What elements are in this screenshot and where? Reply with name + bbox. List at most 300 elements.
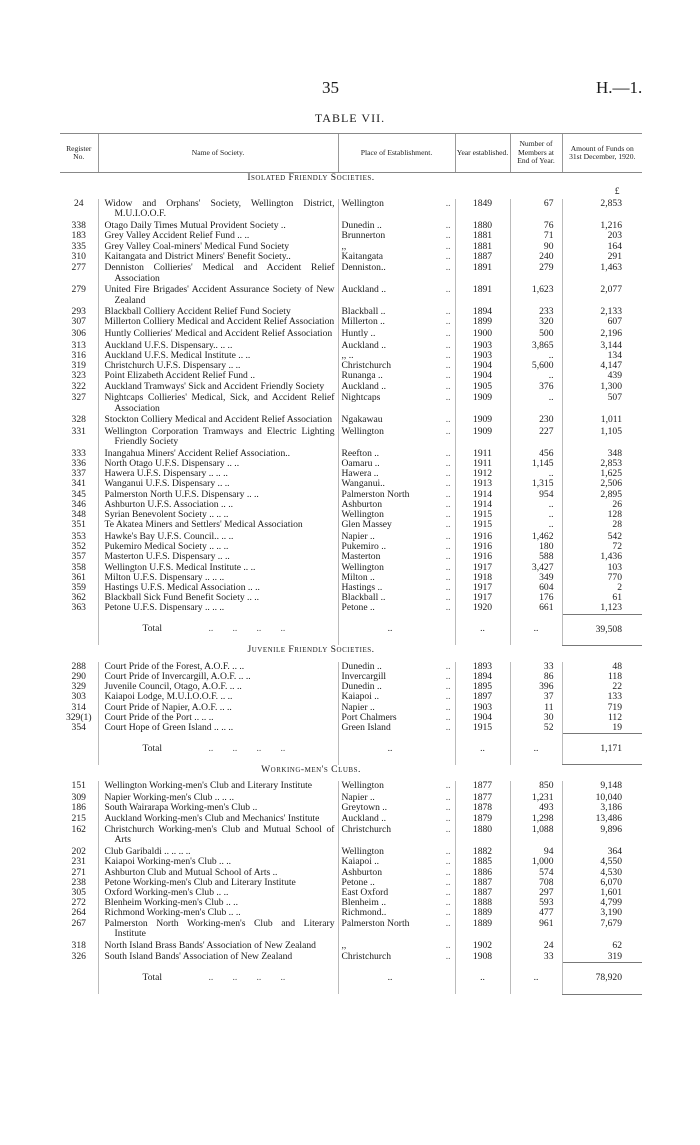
total-funds: 78,920 bbox=[562, 963, 642, 994]
register-no: 327 bbox=[71, 392, 86, 404]
year-established: 1909 bbox=[455, 427, 510, 449]
register-no: 272 bbox=[71, 897, 86, 909]
year-established: 1885 bbox=[455, 857, 510, 867]
members-count: 574 bbox=[510, 868, 562, 878]
section-heading-row bbox=[60, 173, 642, 200]
members-count: 1,623 bbox=[510, 285, 562, 307]
members-count: 850 bbox=[510, 781, 562, 793]
funds-amount: 3,144 bbox=[562, 341, 642, 351]
place-of-establishment: Blackball .. .. bbox=[338, 307, 455, 317]
members-count: 176 bbox=[510, 593, 562, 603]
table-row bbox=[60, 825, 642, 847]
society-name-text: Blackball Colliery Accident Relief Fund Society bbox=[104, 306, 291, 318]
register-no: 353 bbox=[71, 531, 86, 542]
members-count: 604 bbox=[510, 583, 562, 593]
society-name-text: Hawke's Bay U.F.S. Council.. .. .. bbox=[104, 531, 234, 542]
year-established: 1894 bbox=[455, 307, 510, 317]
register-no: 362 bbox=[71, 592, 86, 604]
society-name bbox=[98, 263, 338, 285]
register-no: 202 bbox=[71, 846, 86, 858]
society-name-text: Court Pride of the Forest, A.O.F. .. .. bbox=[104, 660, 245, 672]
place-of-establishment: East Oxford .. bbox=[338, 888, 455, 898]
document-reference: H.—1. bbox=[596, 78, 643, 97]
year-established: 1888 bbox=[455, 898, 510, 908]
funds-amount: 2,853 bbox=[562, 199, 642, 221]
funds-amount: 134 bbox=[562, 351, 642, 361]
funds-amount: 2,506 bbox=[562, 479, 642, 489]
register-no: 352 bbox=[71, 541, 86, 553]
place-of-establishment: Palmerston North .. bbox=[338, 490, 455, 500]
members-count: 588 bbox=[510, 552, 562, 562]
place-of-establishment: Reefton .. .. bbox=[338, 449, 455, 459]
society-name-text: Wellington Working-men's Club and Literary Institute bbox=[104, 780, 313, 792]
society-name-text: Blenheim Working-men's Club .. .. bbox=[104, 897, 238, 909]
place-of-establishment: Milton .. .. bbox=[338, 573, 455, 583]
place-of-establishment: Blackball .. .. bbox=[338, 593, 455, 603]
society-name bbox=[98, 231, 338, 241]
register-no: 305 bbox=[71, 886, 86, 898]
place-of-establishment: Dunedin .. .. bbox=[338, 221, 455, 231]
members-count: 1,231 bbox=[510, 793, 562, 803]
register-no: 329 bbox=[71, 681, 86, 693]
table-row bbox=[60, 603, 642, 614]
year-established: 1903 bbox=[455, 351, 510, 361]
funds-amount: 1,216 bbox=[562, 221, 642, 231]
register-no: 354 bbox=[71, 722, 86, 734]
register-no: 288 bbox=[71, 660, 86, 672]
place-of-establishment: Auckland .. .. bbox=[338, 814, 455, 826]
register-no: 215 bbox=[71, 812, 86, 824]
society-name-text: South Island Bands' Association of New Zealand bbox=[104, 951, 293, 963]
society-name-text: Court Pride of the Port .. .. .. bbox=[104, 711, 214, 723]
year-established: 1903 bbox=[455, 341, 510, 351]
register-no: 307 bbox=[71, 316, 86, 328]
section-heading: Isolated Friendly Societies. bbox=[247, 172, 375, 183]
total-place: .. bbox=[338, 963, 455, 994]
society-name-text: Millerton Colliery Medical and Accident Relief Association bbox=[104, 316, 335, 328]
members-count: .. bbox=[510, 510, 562, 520]
year-established: 1849 bbox=[455, 199, 510, 221]
funds-amount: 3,186 bbox=[562, 803, 642, 813]
members-count: 396 bbox=[510, 682, 562, 692]
society-name-text: Stockton Colliery Medical and Accident Relief Association bbox=[104, 414, 333, 426]
header-name: Name of Society. bbox=[98, 134, 338, 173]
table-row bbox=[60, 393, 642, 415]
society-name-text: Wellington Corporation Tramways and Electric Lighting Friendly Society bbox=[104, 425, 335, 448]
society-name-text: Napier Working-men's Club .. .. .. bbox=[104, 792, 234, 804]
funds-amount: 2,133 bbox=[562, 307, 642, 317]
society-name bbox=[98, 825, 338, 847]
members-count: 52 bbox=[510, 723, 562, 734]
year-established: 1879 bbox=[455, 814, 510, 826]
society-name-text: Richmond Working-men's Club .. .. bbox=[104, 907, 241, 919]
society-name-text: Petone U.F.S. Dispensary .. .. .. bbox=[104, 602, 225, 614]
members-count: 180 bbox=[510, 542, 562, 552]
society-name-text: Kaiapoi Working-men's Club .. .. bbox=[104, 856, 232, 868]
society-name-text: Palmerston North Working-men's Club and Literary Institute bbox=[104, 917, 335, 939]
society-name-text: Syrian Benevolent Society .. .. .. bbox=[104, 509, 229, 521]
society-name bbox=[98, 427, 338, 449]
place-of-establishment: ,, .. bbox=[338, 242, 455, 252]
place-of-establishment: Masterton .. bbox=[338, 552, 455, 562]
place-of-establishment: Huntly .. .. bbox=[338, 329, 455, 341]
members-count: 5,600 bbox=[510, 361, 562, 371]
register-no: 24 bbox=[73, 198, 84, 210]
currency-symbol bbox=[562, 765, 642, 782]
total-year: .. bbox=[455, 614, 510, 645]
register-no: 346 bbox=[71, 498, 86, 510]
total-members: .. bbox=[510, 614, 562, 645]
funds-amount: 507 bbox=[562, 393, 642, 415]
place-of-establishment: Oamaru .. .. bbox=[338, 459, 455, 469]
society-name-text: Auckland Tramways' Sick and Accident Friendly Society bbox=[104, 380, 325, 392]
funds-amount: 128 bbox=[562, 510, 642, 520]
society-name-text: Palmerston North U.F.S. Dispensary .. .. bbox=[104, 488, 259, 500]
register-no: 314 bbox=[71, 701, 86, 713]
register-no: 310 bbox=[71, 250, 86, 262]
society-name-text: Court Pride of Napier, A.O.F. .. .. bbox=[104, 701, 232, 713]
currency-symbol bbox=[562, 645, 642, 662]
place-of-establishment: Wellington .. bbox=[338, 510, 455, 520]
total-members: .. bbox=[510, 734, 562, 765]
year-established: 1913 bbox=[455, 479, 510, 489]
members-count: 1,315 bbox=[510, 479, 562, 489]
members-count: 500 bbox=[510, 329, 562, 341]
society-name bbox=[98, 723, 338, 734]
total-place: .. bbox=[338, 614, 455, 645]
society-name-text: Auckland U.F.S. Medical Institute .. .. bbox=[104, 350, 251, 362]
total-row bbox=[60, 963, 642, 994]
register-no: 351 bbox=[71, 519, 86, 531]
place-of-establishment: Blenheim .. .. bbox=[338, 898, 455, 908]
funds-amount: 9,148 bbox=[562, 781, 642, 793]
table-row bbox=[60, 723, 642, 734]
society-name-text: Pukemiro Medical Society .. .. .. bbox=[104, 541, 229, 553]
register-no: 183 bbox=[71, 230, 86, 242]
year-established: 1904 bbox=[455, 713, 510, 723]
society-name-text: Denniston Collieries' Medical and Accident Relief Association bbox=[104, 262, 335, 284]
society-name-text: Petone Working-men's Club and Literary Institute bbox=[104, 876, 296, 888]
register-no: 313 bbox=[71, 339, 86, 351]
year-established: 1893 bbox=[455, 662, 510, 672]
total-spacer bbox=[60, 734, 98, 765]
funds-amount: 1,123 bbox=[562, 603, 642, 614]
funds-amount: 9,896 bbox=[562, 825, 642, 847]
place-of-establishment: Auckland .. .. bbox=[338, 341, 455, 351]
members-count: 24 bbox=[510, 941, 562, 953]
members-count: 279 bbox=[510, 263, 562, 285]
year-established: 1889 bbox=[455, 908, 510, 918]
society-name-text: Court Hope of Green Island .. .. .. bbox=[104, 722, 234, 734]
place-of-establishment: Hastings .. .. bbox=[338, 583, 455, 593]
year-established: 1915 bbox=[455, 520, 510, 532]
table-row bbox=[60, 285, 642, 307]
funds-amount: 118 bbox=[562, 672, 642, 682]
place-of-establishment: Wellington .. bbox=[338, 563, 455, 573]
funds-amount: 61 bbox=[562, 593, 642, 603]
place-of-establishment: Runanga .. .. bbox=[338, 371, 455, 381]
members-count: 961 bbox=[510, 919, 562, 941]
page-number: 35 bbox=[322, 78, 339, 97]
members-count: 86 bbox=[510, 672, 562, 682]
society-name-text: Blackball Sick Fund Benefit Society .. .. bbox=[104, 592, 260, 604]
year-established: 1881 bbox=[455, 231, 510, 241]
funds-amount: 1,105 bbox=[562, 427, 642, 449]
society-name-text: Oxford Working-men's Club .. .. bbox=[104, 886, 229, 898]
societies-table bbox=[60, 133, 642, 995]
funds-amount: 10,040 bbox=[562, 793, 642, 803]
members-count: 349 bbox=[510, 573, 562, 583]
register-no: 323 bbox=[71, 370, 86, 382]
place-of-establishment: Kaiapoi .. .. bbox=[338, 857, 455, 867]
society-name-text: Milton U.F.S. Dispensary .. .. .. bbox=[104, 571, 225, 583]
register-no: 336 bbox=[71, 458, 86, 470]
society-name-text: Auckland Working-men's Club and Mechanics' Institute bbox=[104, 812, 320, 824]
society-name-text: Ashburton U.F.S. Association .. .. bbox=[104, 498, 233, 510]
table-body bbox=[60, 173, 642, 995]
society-name-text: Inangahua Miners' Accident Relief Association.. bbox=[104, 447, 291, 459]
year-established: 1877 bbox=[455, 793, 510, 803]
section-heading-row bbox=[60, 765, 642, 782]
funds-amount: 4,530 bbox=[562, 868, 642, 878]
table-row bbox=[60, 231, 642, 241]
members-count: 593 bbox=[510, 898, 562, 908]
society-name bbox=[98, 285, 338, 307]
total-year: .. bbox=[455, 963, 510, 994]
place-of-establishment: Christchurch .. bbox=[338, 361, 455, 371]
total-label: Total .. bbox=[98, 963, 338, 994]
society-name bbox=[98, 952, 338, 963]
register-no: 319 bbox=[71, 360, 86, 372]
funds-amount: 364 bbox=[562, 847, 642, 857]
society-name bbox=[98, 199, 338, 221]
year-established: 1916 bbox=[455, 542, 510, 552]
year-established: 1909 bbox=[455, 393, 510, 415]
table-row bbox=[60, 263, 642, 285]
total-funds: 39,508 bbox=[562, 614, 642, 645]
register-no: 348 bbox=[71, 509, 86, 521]
society-name-text: Nightcaps Collieries' Medical, Sick, and Accident Relief Association bbox=[104, 392, 335, 414]
funds-amount: 19 bbox=[562, 723, 642, 734]
register-no: 331 bbox=[71, 425, 86, 437]
place-of-establishment: Kaiapoi .. .. bbox=[338, 692, 455, 702]
total-row bbox=[60, 614, 642, 645]
place-of-establishment: Wellington .. bbox=[338, 427, 455, 449]
header-year: Year established. bbox=[455, 134, 510, 173]
society-name-text: North Island Brass Bands' Association of New Zealand bbox=[104, 939, 316, 951]
place-of-establishment: Ashburton .. bbox=[338, 500, 455, 510]
register-no: 264 bbox=[71, 907, 86, 919]
members-count: 320 bbox=[510, 317, 562, 329]
funds-amount: 6,070 bbox=[562, 878, 642, 888]
funds-amount: 607 bbox=[562, 317, 642, 329]
year-established: 1880 bbox=[455, 221, 510, 231]
year-established: 1915 bbox=[455, 510, 510, 520]
year-established: 1878 bbox=[455, 803, 510, 813]
society-name-text: Court Pride of Invercargill, A.O.F. .. .. bbox=[104, 671, 251, 683]
members-count: 1,462 bbox=[510, 532, 562, 542]
society-name-text: North Otago U.F.S. Dispensary .. .. bbox=[104, 458, 240, 470]
funds-amount: 1,436 bbox=[562, 552, 642, 562]
currency-symbol: £ bbox=[614, 186, 620, 197]
register-no: 318 bbox=[71, 939, 86, 951]
register-no: 329(1) bbox=[65, 711, 92, 723]
members-count: 11 bbox=[510, 703, 562, 713]
members-count: 661 bbox=[510, 603, 562, 614]
members-count: 71 bbox=[510, 231, 562, 241]
place-of-establishment: Millerton .. .. bbox=[338, 317, 455, 329]
year-established: 1917 bbox=[455, 563, 510, 573]
header-funds: Amount of Funds on 31st December, 1920. bbox=[562, 134, 642, 173]
year-established: 1904 bbox=[455, 371, 510, 381]
funds-amount: 2,077 bbox=[562, 285, 642, 307]
funds-amount: 7,679 bbox=[562, 919, 642, 941]
year-established: 1916 bbox=[455, 532, 510, 542]
year-established: 1911 bbox=[455, 449, 510, 459]
place-of-establishment: Wellington .. bbox=[338, 847, 455, 857]
funds-amount: 4,799 bbox=[562, 898, 642, 908]
year-established: 1911 bbox=[455, 459, 510, 469]
header-place: Place of Establishment. bbox=[338, 134, 455, 173]
total-year: .. bbox=[455, 734, 510, 765]
year-established: 1912 bbox=[455, 469, 510, 479]
section-heading-row bbox=[60, 645, 642, 662]
place-of-establishment: Petone .. .. bbox=[338, 878, 455, 888]
members-count: 1,298 bbox=[510, 814, 562, 826]
year-established: 1894 bbox=[455, 672, 510, 682]
society-name-text: Christchurch U.F.S. Dispensary .. .. bbox=[104, 360, 241, 372]
members-count: 1,000 bbox=[510, 857, 562, 867]
members-count: 227 bbox=[510, 427, 562, 449]
section-heading: Juvenile Friendly Societies. bbox=[247, 644, 375, 656]
year-established: 1891 bbox=[455, 285, 510, 307]
funds-amount: 3,190 bbox=[562, 908, 642, 918]
year-established: 1891 bbox=[455, 263, 510, 285]
society-name-text: Masterton U.F.S. Dispensary .. .. bbox=[104, 551, 230, 563]
funds-amount: 203 bbox=[562, 231, 642, 241]
place-of-establishment: Denniston.. .. bbox=[338, 263, 455, 285]
table-row bbox=[60, 919, 642, 941]
place-of-establishment: Wellington .. bbox=[338, 781, 455, 793]
society-name-text: Ashburton Club and Mutual School of Arts .. bbox=[104, 866, 278, 878]
funds-amount: 103 bbox=[562, 563, 642, 573]
funds-amount: 1,625 bbox=[562, 469, 642, 479]
funds-amount: 112 bbox=[562, 713, 642, 723]
place-of-establishment: Greytown .. .. bbox=[338, 803, 455, 813]
funds-amount: 770 bbox=[562, 573, 642, 583]
year-established: 1899 bbox=[455, 317, 510, 329]
register-no: 335 bbox=[71, 240, 86, 252]
place-of-establishment: Pukemiro .. .. bbox=[338, 542, 455, 552]
year-established: 1895 bbox=[455, 682, 510, 692]
place-of-establishment: Christchurch .. bbox=[338, 952, 455, 963]
register-no: 345 bbox=[71, 488, 86, 500]
register-no: 238 bbox=[71, 876, 86, 888]
register-no: 306 bbox=[71, 328, 86, 340]
funds-amount: 4,147 bbox=[562, 361, 642, 371]
register-no: 341 bbox=[71, 478, 86, 490]
funds-amount: 26 bbox=[562, 500, 642, 510]
society-name-text: Hastings U.F.S. Medical Association .. .. bbox=[104, 582, 260, 594]
year-established: 1881 bbox=[455, 242, 510, 252]
society-name-text: Juvenile Council, Otago, A.O.F. .. .. bbox=[104, 681, 242, 693]
year-established: 1882 bbox=[455, 847, 510, 857]
place-of-establishment: Ashburton .. bbox=[338, 868, 455, 878]
funds-amount: 542 bbox=[562, 532, 642, 542]
register-no: 293 bbox=[71, 306, 86, 318]
table-row bbox=[60, 199, 642, 221]
funds-amount: 439 bbox=[562, 371, 642, 381]
society-name bbox=[98, 919, 338, 941]
place-of-establishment: Auckland .. .. bbox=[338, 382, 455, 394]
members-count: 477 bbox=[510, 908, 562, 918]
society-name-text: Hawera U.F.S. Dispensary .. .. .. bbox=[104, 468, 228, 480]
register-no: 303 bbox=[71, 691, 86, 703]
register-no: 277 bbox=[71, 262, 86, 274]
members-count: 233 bbox=[510, 307, 562, 317]
register-no: 363 bbox=[71, 602, 86, 614]
register-no: 333 bbox=[71, 447, 86, 459]
funds-amount: 48 bbox=[562, 662, 642, 672]
year-established: 1914 bbox=[455, 500, 510, 510]
members-count: 37 bbox=[510, 692, 562, 702]
place-of-establishment: Wanganui.. .. bbox=[338, 479, 455, 489]
register-no: 186 bbox=[71, 802, 86, 814]
table-row bbox=[60, 427, 642, 449]
society-name-text: South Wairarapa Working-men's Club .. bbox=[104, 802, 258, 814]
total-place: .. bbox=[338, 734, 455, 765]
register-no: 322 bbox=[71, 380, 86, 392]
members-count: 33 bbox=[510, 952, 562, 963]
year-established: 1917 bbox=[455, 593, 510, 603]
members-count: 240 bbox=[510, 252, 562, 264]
year-established: 1916 bbox=[455, 552, 510, 562]
members-count: .. bbox=[510, 351, 562, 361]
members-count: 76 bbox=[510, 221, 562, 231]
members-count: 230 bbox=[510, 415, 562, 427]
society-name-text: Te Akatea Miners and Settlers' Medical Association bbox=[104, 519, 303, 531]
year-established: 1897 bbox=[455, 692, 510, 702]
place-of-establishment: Invercargill .. bbox=[338, 672, 455, 682]
place-of-establishment: Napier .. .. bbox=[338, 793, 455, 803]
year-established: 1886 bbox=[455, 868, 510, 878]
place-of-establishment: Ngakawau .. bbox=[338, 415, 455, 427]
funds-amount: 4,550 bbox=[562, 857, 642, 867]
members-count: 493 bbox=[510, 803, 562, 813]
place-of-establishment: Petone .. .. bbox=[338, 603, 455, 614]
register-no: 337 bbox=[71, 468, 86, 480]
year-established: 1877 bbox=[455, 781, 510, 793]
place-of-establishment: Wellington .. bbox=[338, 199, 455, 221]
year-established: 1903 bbox=[455, 703, 510, 713]
funds-amount: 72 bbox=[562, 542, 642, 552]
register-no: 151 bbox=[71, 780, 86, 792]
members-count: 376 bbox=[510, 382, 562, 394]
table-title: TABLE VII. bbox=[314, 111, 386, 125]
year-established: 1887 bbox=[455, 252, 510, 264]
society-name-text: Club Garibaldi .. .. .. .. bbox=[104, 846, 191, 858]
place-of-establishment: Dunedin .. .. bbox=[338, 662, 455, 672]
register-no: 338 bbox=[71, 220, 86, 232]
place-of-establishment: Dunedin .. .. bbox=[338, 682, 455, 692]
year-established: 1904 bbox=[455, 361, 510, 371]
place-of-establishment: Brunnerton .. bbox=[338, 231, 455, 241]
funds-amount: 319 bbox=[562, 952, 642, 963]
members-count: 3,865 bbox=[510, 341, 562, 351]
header-members: Number of Members at End of Year. bbox=[510, 134, 562, 173]
society-name-text: Point Elizabeth Accident Relief Fund .. bbox=[104, 370, 256, 382]
members-count: 1,088 bbox=[510, 825, 562, 847]
